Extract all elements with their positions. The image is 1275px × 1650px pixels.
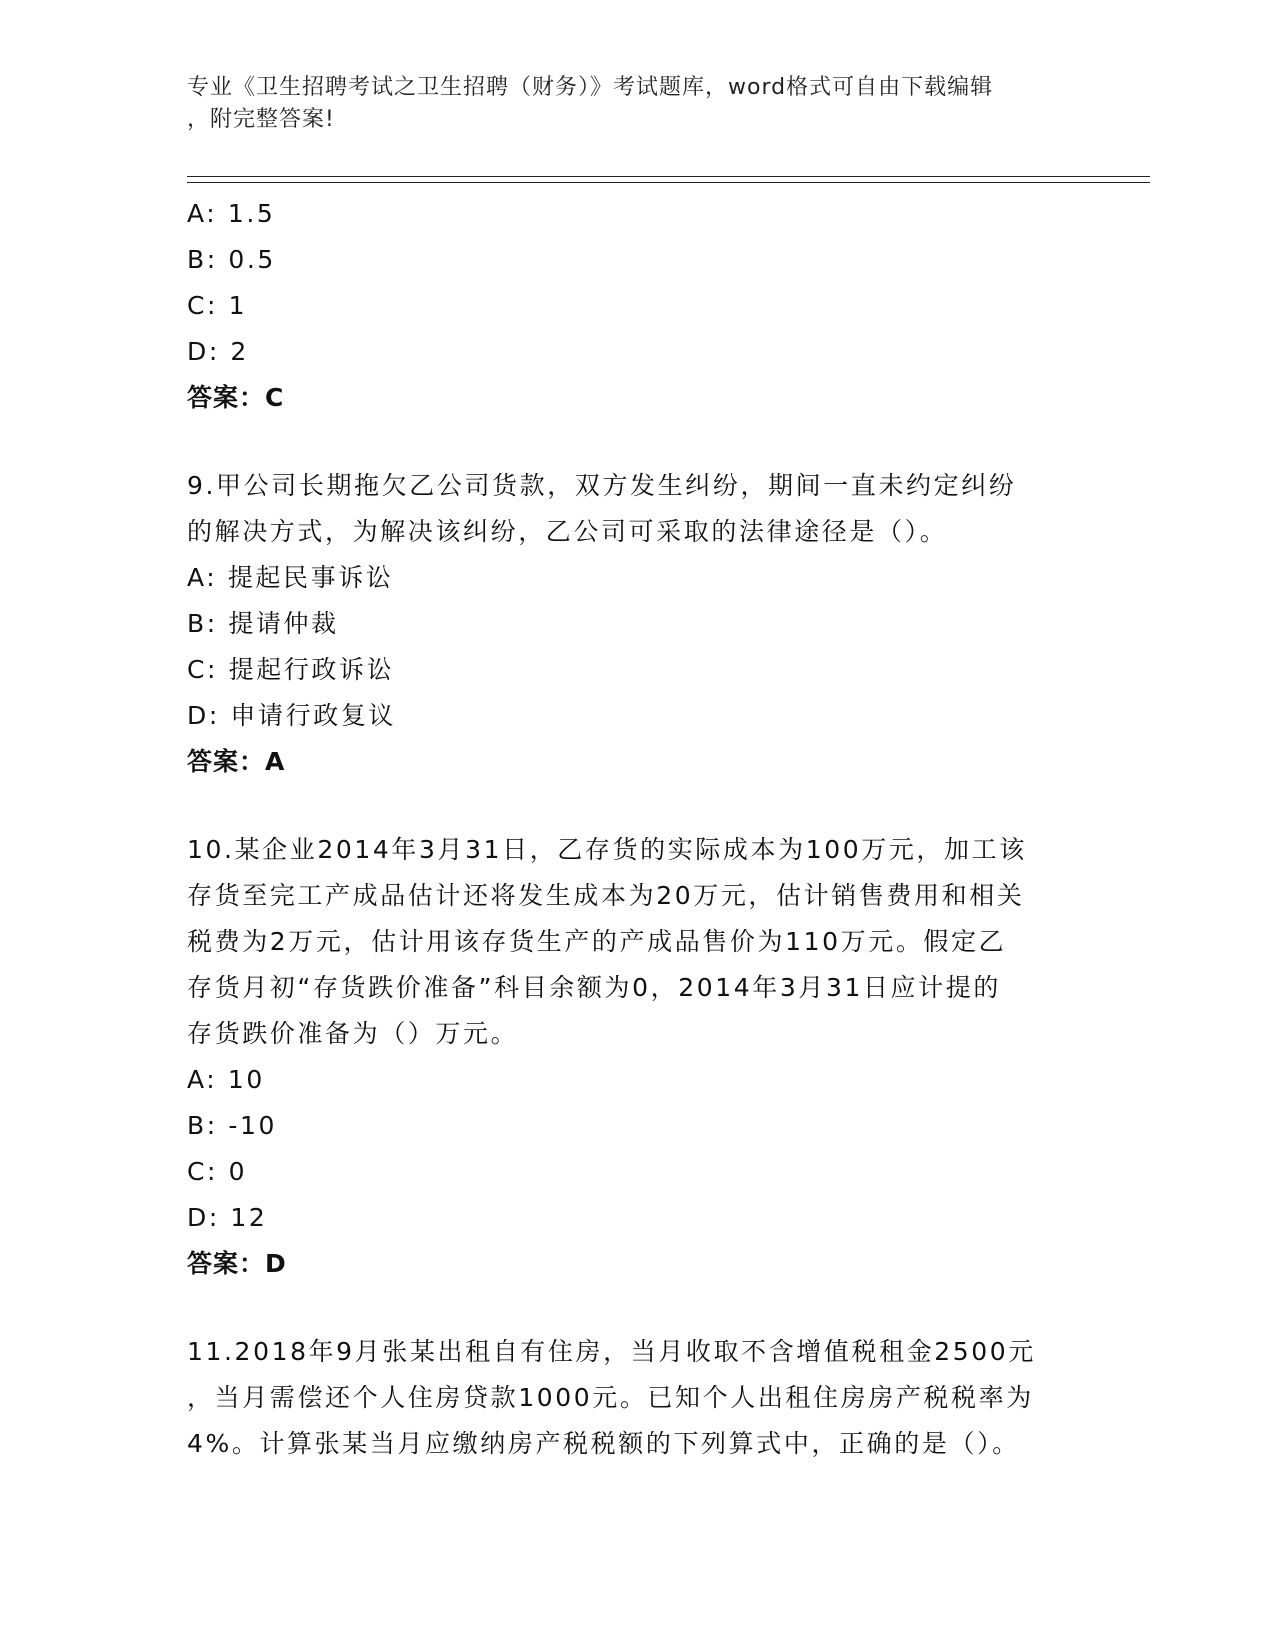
- header-divider-top: [187, 176, 1150, 177]
- document-header: [187, 72, 1067, 136]
- option-a: A: 提起民事诉讼: [187, 563, 394, 592]
- question-stem-line: 9.甲公司长期拖欠乙公司货款，双方发生纠纷，期间一直未约定纠纷: [187, 471, 1017, 500]
- option-c: C: 0: [187, 1157, 248, 1186]
- answer: 答案：C: [187, 383, 285, 412]
- question-stem-line: 税费为2万元，估计用该存货生产的产成品售价为110万元。假定乙: [187, 927, 1007, 956]
- answer: 答案：A: [187, 747, 286, 776]
- question-stem-line: 存货至完工产成品估计还将发生成本为20万元，估计销售费用和相关: [187, 881, 1025, 910]
- header-line-2: ，附完整答案!: [187, 107, 335, 132]
- question-stem-line: 4%。计算张某当月应缴纳房产税税额的下列算式中，正确的是（）。: [187, 1429, 1020, 1458]
- question-10: [187, 827, 1087, 1287]
- header-line-1: 专业《卫生招聘考试之卫生招聘（财务）》考试题库，word格式可自由下载编辑: [187, 75, 994, 100]
- option-a: A: 10: [187, 1065, 265, 1094]
- option-b: B: 0.5: [187, 245, 276, 274]
- question-8: [187, 191, 1087, 421]
- spacer: [187, 1287, 1087, 1329]
- header-divider-bottom: [187, 182, 1150, 183]
- question-stem-line: 10.某企业2014年3月31日，乙存货的实际成本为100万元，加工该: [187, 835, 1027, 864]
- question-stem-line: 11.2018年9月张某出租自有住房，当月收取不含增值税租金2500元: [187, 1337, 1036, 1366]
- question-content: [187, 191, 1087, 1467]
- question-stem-line: 存货跌价准备为（）万元。: [187, 1019, 519, 1048]
- option-c: C: 提起行政诉讼: [187, 655, 395, 684]
- question-stem-line: ，当月需偿还个人住房贷款1000元。已知个人出租住房房产税税率为: [187, 1383, 1034, 1412]
- question-11: [187, 1329, 1087, 1467]
- spacer: [187, 785, 1087, 827]
- option-b: B: 提请仲裁: [187, 609, 339, 638]
- option-c: C: 1: [187, 291, 248, 320]
- option-a: A: 1.5: [187, 199, 276, 228]
- option-d: D: 2: [187, 337, 249, 366]
- question-stem-line: 的解决方式，为解决该纠纷，乙公司可采取的法律途径是（）。: [187, 517, 948, 546]
- question-9: [187, 463, 1087, 785]
- answer: 答案：D: [187, 1249, 287, 1278]
- option-d: D: 12: [187, 1203, 268, 1232]
- spacer: [187, 421, 1087, 463]
- option-b: B: -10: [187, 1111, 277, 1140]
- question-stem-line: 存货月初“存货跌价准备”科目余额为0，2014年3月31日应计提的: [187, 973, 1001, 1002]
- option-d: D: 申请行政复议: [187, 701, 397, 730]
